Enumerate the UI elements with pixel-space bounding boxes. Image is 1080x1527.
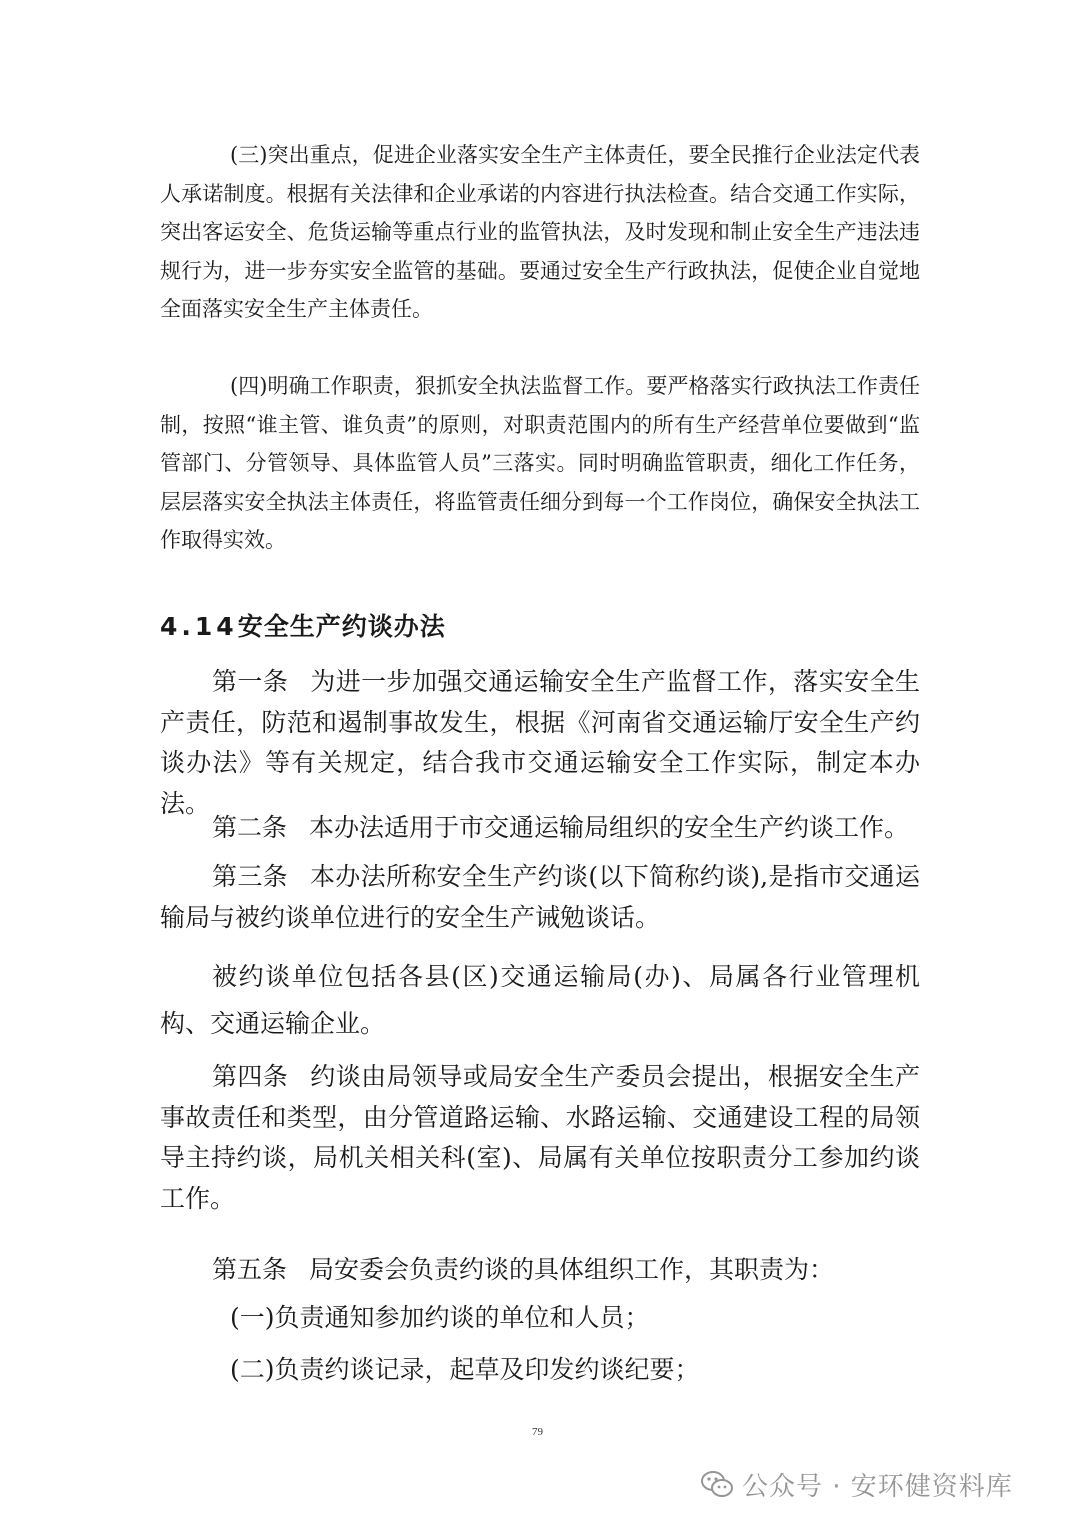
article-4-text: 约谈由局领导或局安全生产委员会提出，根据安全生产事故责任和类型，由分管道路运输、水路运输、交通建设工程的局领导主持约谈，局机关相关科(室)、局属有关单位按职责分工参加约谈工作。 xyxy=(160,1062,920,1213)
paragraph-point-three: (三)突出重点，促进企业落实安全生产主体责任，要全民推行企业法定代表人承诺制度。根据有关法律和企业承诺的内容进行执法检查。结合交通工作实际，突出客运安全、危货运输等重点行业的监管执法，及时发现和制止安全生产违法违规行为，进一步夯实安全监管的基础。要通过安全生产行政执法，促使企业自觉地全面落实安全生产主体责任。 xyxy=(160,143,920,321)
article-3 xyxy=(160,857,920,938)
section-heading xyxy=(160,607,446,647)
article-5-text: 局安委会负责约谈的具体组织工作，其职责为： xyxy=(309,1255,835,1284)
article-3-text: 本办法所称安全生产约谈(以下简称约谈),是指市交通运输局与被约谈单位进行的安全生产诫勉谈话。 xyxy=(160,862,920,932)
watermark xyxy=(700,1462,1013,1506)
article-2-label: 第二条 xyxy=(212,813,288,842)
article-1 xyxy=(160,662,920,824)
article-5-item-1: (一)负责通知参加约谈的单位和人员； xyxy=(230,1303,650,1332)
article-3-extra: 被约谈单位包括各县(区)交通运输局(办)、局属各行业管理机构、交通运输企业。 xyxy=(160,962,920,1038)
watermark-text: 公众号 · 安环健资料库 xyxy=(742,1471,1013,1502)
article-1-label: 第一条 xyxy=(212,667,289,696)
article-5-label: 第五条 xyxy=(212,1255,288,1284)
wechat-icon xyxy=(700,1469,734,1499)
page-number: 79 xyxy=(532,1426,543,1438)
article-4-label: 第四条 xyxy=(212,1062,289,1091)
article-1-text: 为进一步加强交通运输安全生产监督工作，落实安全生产责任，防范和遏制事故发生，根据《河南省交通运输厅安全生产约谈办法》等有关规定，结合我市交通运输安全工作实际，制定本办法。 xyxy=(160,667,920,818)
section-title: 安全生产约谈办法 xyxy=(237,612,446,641)
article-5 xyxy=(160,1250,920,1291)
paragraph-point-four: (四)明确工作职责，狠抓安全执法监督工作。要严格落实行政执法工作责任制，按照“谁主管、谁负责”的原则，对职责范围内的所有生产经营单位要做到“监管部门、分管领导、具体监管人员”三落实。同时明确监管职责，细化工作任务，层层落实安全执法主体责任，将监管责任细分到每一个工作岗位，确保安全执法工作取得实效。 xyxy=(160,374,920,552)
article-2 xyxy=(160,808,920,849)
article-3-label: 第三条 xyxy=(212,862,288,891)
article-5-item-2: (二)负责约谈记录，起草及印发约谈纪要； xyxy=(230,1355,700,1384)
section-number: 4.14 xyxy=(160,612,238,641)
article-4 xyxy=(160,1057,920,1219)
article-2-text: 本办法适用于市交通运输局组织的安全生产约谈工作。 xyxy=(309,813,910,842)
